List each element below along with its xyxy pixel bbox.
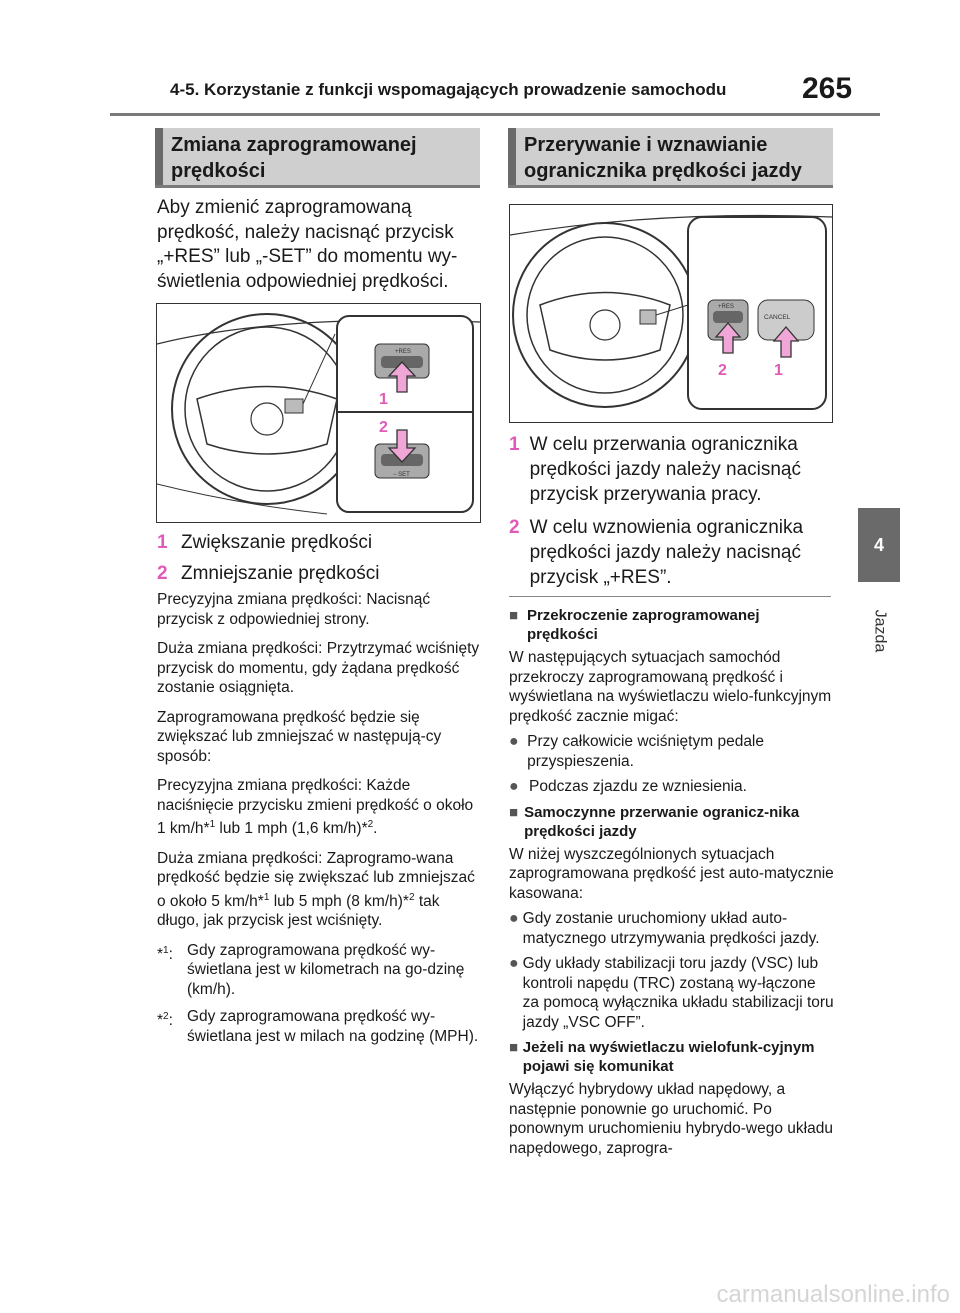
chapter-label: Jazda [870, 609, 888, 653]
list-item: 2 Zmniejszanie prędkości [157, 563, 380, 584]
right-numbered-list [509, 432, 834, 596]
header-rule [110, 113, 880, 116]
left-numbered-list [157, 530, 482, 592]
footnote: *$^2$: Gdy zaprogramowana prędkość wy-świetlana jest w milach na godzinę (MPH). [157, 1008, 479, 1045]
svg-text:+RES: +RES [395, 349, 411, 355]
paragraph: W niżej wyszczególnionych sytuacjach zaprogramowana prędkość jest auto-matycznie kasowana: [509, 845, 834, 902]
left-section-heading: Zmiana zaprogramowanej prędkości [155, 128, 480, 188]
list-item: 2 W celu wznowienia ogranicznika prędkości jazdy należy nacisnąć przycisk „+RES”. [509, 517, 804, 588]
svg-text:+RES: +RES [718, 304, 734, 310]
speed-adjust-illustration [156, 303, 481, 523]
note-heading: ■ Jeżeli na wyświetlaczu wielofunk-cyjnym pojawi się komunikat [509, 1039, 815, 1075]
svg-text:− SET: − SET [393, 472, 410, 478]
list-item: 1 W celu przerwania ogranicznika prędkości jazdy należy nacisnąć przycisk przerywania pracy. [509, 434, 801, 505]
callout-1: 1 [774, 362, 783, 379]
right-section-heading: Przerywanie i wznawianie ogranicznika prędkości jazdy [508, 128, 833, 188]
bullet-item: ● Przy całkowicie wciśniętym pedale przyspieszenia. [509, 733, 764, 770]
note-heading: ■ Przekroczenie zaprogramowanej prędkości [509, 607, 760, 643]
paragraph: Duża zmiana prędkości: Przytrzymać wciśnięty przycisk do momentu, gdy żądana prędkość zostanie osiągnięta. [157, 640, 480, 696]
bullet-item: ● Podczas zjazdu ze wzniesienia. [509, 778, 747, 795]
steering-wheel-drawing [157, 304, 480, 522]
paragraph: Wyłączyć hybrydowy układ napędowy, a następnie ponownie go uruchomić. Po ponownym uruchomieniu hybrydo-wego układu napędowego, zaprogra- [509, 1081, 833, 1157]
note-heading: ■ Samoczynne przerwanie ogranicz-nika prędkości jazdy [509, 803, 800, 840]
running-header-title: 4-5. Korzystanie z funkcji wspomagających prowadzenie samochodu [170, 80, 727, 99]
callout-2: 2 [379, 419, 388, 436]
bullet-item: ● Gdy układy stabilizacji toru jazdy (VSC) lub kontroli napędu (TRC) zostaną wy-łączone za pomocą wyłącznika układu stabilizacji toru jazdy „VSC OFF”. [509, 955, 834, 1031]
svg-text:CANCEL: CANCEL [764, 314, 791, 321]
bullet-item: ● Gdy zostanie uruchomiony układ auto-matycznego utrzymywania prędkości jazdy. [509, 910, 820, 947]
left-body [157, 590, 482, 1054]
watermark: carmanualsonline.info [716, 1281, 950, 1308]
chapter-tab: 4 [858, 508, 900, 582]
steering-wheel-drawing [510, 205, 832, 422]
paragraph: W następujących sytuacjach samochód przekroczy zaprogramowaną prędkość i wyświetlana na wyświetlaczu wielo-funkcyjnym prędkość zacznie migać: [509, 649, 832, 725]
callout-1: 1 [379, 391, 388, 408]
list-item: 1 Zwiększanie prędkości [157, 532, 373, 553]
right-notes [509, 602, 834, 1168]
paragraph: Precyzyjna zmiana prędkości: Nacisnąć przycisk z odpowiedniej strony. [157, 591, 431, 628]
callout-2: 2 [718, 362, 727, 379]
page-number: 265 [802, 72, 853, 105]
cancel-resume-illustration [509, 204, 833, 423]
paragraph-large-change: Duża zmiana prędkości: Zaprogramo-wana prędkość będzie się zwiększać lub zmniejszać o około 5 km/h*$^1$ lub 5 mph (8 km/h)*$^2$ tak długo, jak przycisk jest wciśnięty. [157, 849, 475, 930]
footnote: *$^1$: Gdy zaprogramowana prędkość wy-świetlana jest w kilometrach na go-dzinę (km/h). [157, 941, 465, 998]
paragraph-fine-change: Precyzyjna zmiana prędkości: Każde naciśnięcie przycisku zmieni prędkość o około 1 km/h*$^1$ lub 1 mph (1,6 km/h)*$^2$. [157, 777, 474, 838]
left-intro: Aby zmienić zaprogramowaną prędkość, należy nacisnąć przycisk „+RES” lub „-SET” do momentu wy-świetlenia odpowiedniej prędkości. [157, 197, 458, 292]
paragraph: Zaprogramowana prędkość będzie się zwiększać lub zmniejszać w następują-cy sposób: [157, 708, 442, 765]
right-divider [509, 596, 831, 597]
